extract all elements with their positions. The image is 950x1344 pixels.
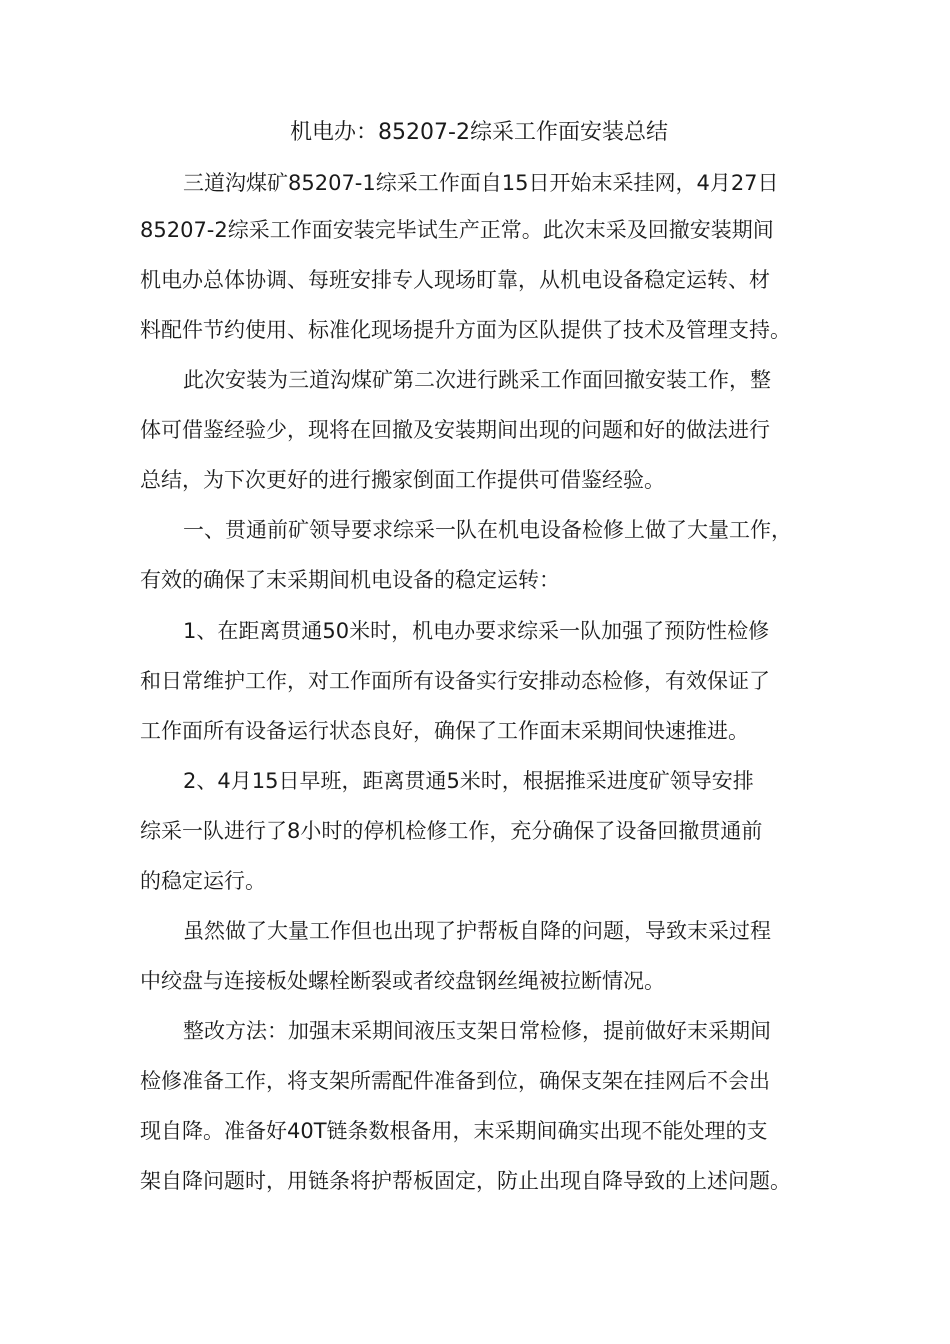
paragraph-2-line-2: 体可借鉴经验少，现将在回撤及安装期间出现的问题和好的做法进行 [140,418,770,442]
paragraph-3-line-1: 一、贯通前矿领导要求综采一队在机电设备检修上做了大量工作， [183,518,792,542]
paragraph-4-line-3: 工作面所有设备运行状态良好，确保了工作面末采期间快速推进。 [140,719,749,743]
paragraph-3-line-2: 有效的确保了末采期间机电设备的稳定运转： [140,568,560,592]
paragraph-1-line-1: 三道沟煤矿85207-1综采工作面自15日开始末采挂网，4月27日 [183,171,779,195]
paragraph-2-line-1: 此次安装为三道沟煤矿第二次进行跳采工作面回撤安装工作，整 [183,368,771,392]
document-title: 机电办：85207-2综采工作面安装总结 [290,120,668,145]
paragraph-7-line-3: 现自降。准备好40T链条数根备用，末采期间确实出现不能处理的支 [140,1119,768,1143]
paragraph-4-line-1: 1、在距离贯通50米时，机电办要求综采一队加强了预防性检修 [183,619,770,643]
paragraph-7-line-4: 架自降问题时，用链条将护帮板固定，防止出现自降导致的上述问题。 [140,1169,791,1193]
paragraph-1-line-2: 85207-2综采工作面安装完毕试生产正常。此次末采及回撤安装期间 [140,218,774,242]
paragraph-5-line-1: 2、4月15日早班，距离贯通5米时，根据推采进度矿领导安排 [183,769,754,793]
paragraph-5-line-3: 的稳定运行。 [140,869,266,893]
paragraph-7-line-1: 整改方法：加强末采期间液压支架日常检修，提前做好末采期间 [183,1019,771,1043]
paragraph-7-line-2: 检修准备工作，将支架所需配件准备到位，确保支架在挂网后不会出 [140,1069,770,1093]
paragraph-5-line-2: 综采一队进行了8小时的停机检修工作，充分确保了设备回撤贯通前 [140,819,763,843]
paragraph-2-line-3: 总结，为下次更好的进行搬家倒面工作提供可借鉴经验。 [140,468,665,492]
paragraph-6-line-1: 虽然做了大量工作但也出现了护帮板自降的问题，导致末采过程 [183,919,771,943]
paragraph-4-line-2: 和日常维护工作，对工作面所有设备实行安排动态检修，有效保证了 [140,669,770,693]
paragraph-1-line-3: 机电办总体协调、每班安排专人现场盯靠，从机电设备稳定运转、材 [140,268,770,292]
paragraph-6-line-2: 中绞盘与连接板处螺栓断裂或者绞盘钢丝绳被拉断情况。 [140,969,665,993]
paragraph-1-line-4: 料配件节约使用、标准化现场提升方面为区队提供了技术及管理支持。 [140,318,791,342]
